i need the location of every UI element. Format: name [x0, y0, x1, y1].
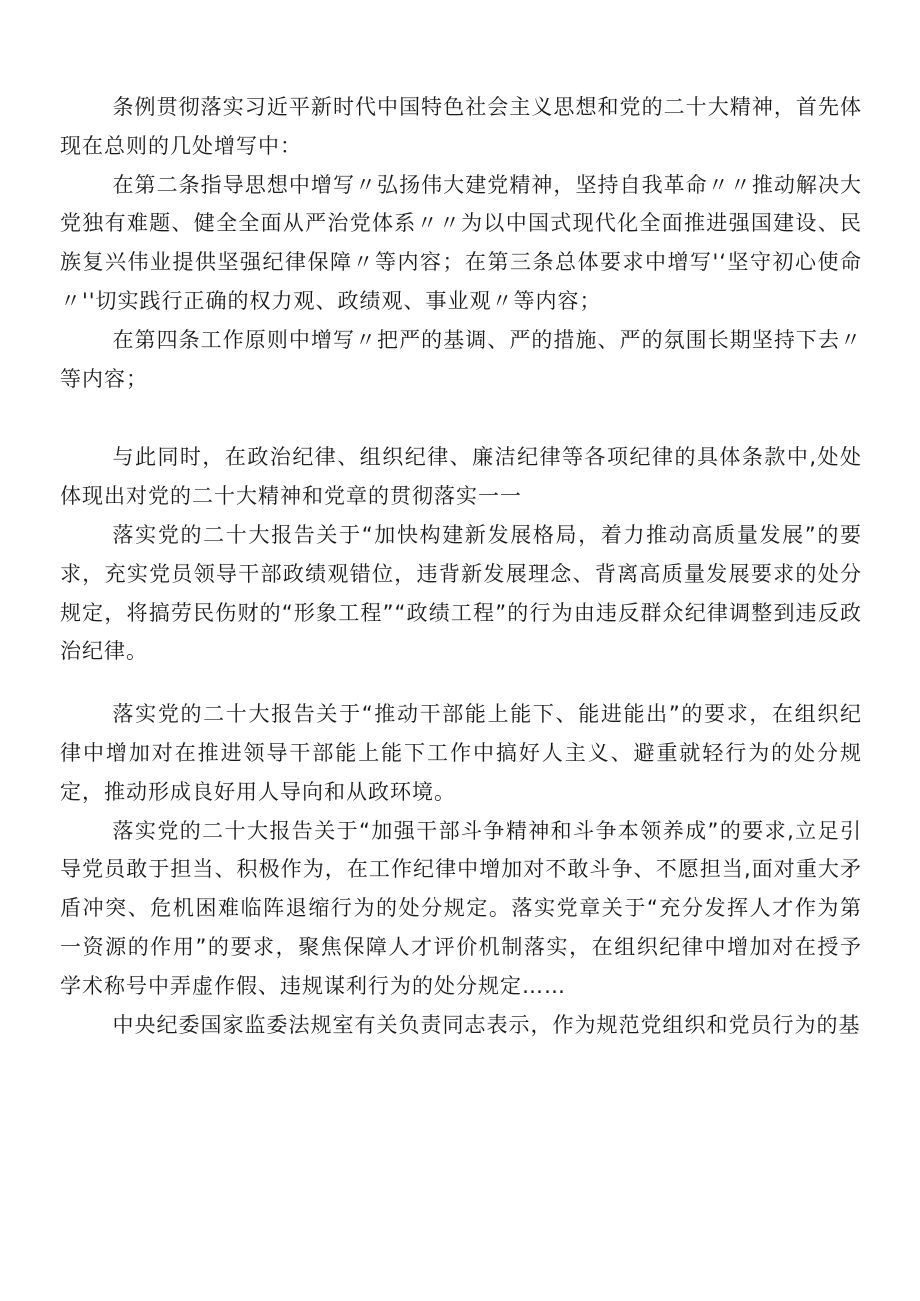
paragraph-article-two-three: 在第二条指导思想中增写〃弘扬伟大建党精神，坚持自我革命〃〃推动解决大党独有难题、健全全面从严治党体系〃〃为以中国式现代化全面推进强国建设、民族复兴伟业提供坚强纪律保障〃等内容；在第三条总体要求中增写'‘坚守初心使命〃''切实践行正确的权力观、政绩观、事业观〃等内容； [60, 172, 862, 313]
paragraph-struggle-spirit: 落实党的二十大报告关于“加强干部斗争精神和斗争本领养成”的要求,立足引导党员敢于担当、积极作为，在工作纪律中增加对不敢斗争、不愿担当,面对重大矛盾冲突、危机困难临阵退缩行为的处分规定。落实党章关于“充分发挥人才作为第一资源的作用”的要求，聚焦保障人才评价机制落实，在组织纪律中增加对在授予学术称号中弄虚作假、违规谋利行为的处分规定…… [60, 818, 862, 998]
paragraph-article-four: 在第四条工作原则中增写〃把严的基调、严的措施、严的氛围长期坚持下去〃等内容； [60, 327, 862, 391]
paragraph-specific-clauses-intro: 与此同时，在政治纪律、组织纪律、廉洁纪律等各项纪律的具体条款中,处处体现出对党的二十大精神和党章的贯彻落实一一 [60, 445, 862, 509]
paragraph-high-quality-development: 落实党的二十大报告关于“加快构建新发展格局，着力推动高质量发展”的要求，充实党员领导干部政绩观错位，违背新发展理念、背离高质量发展要求的处分规定，将搞劳民伤财的“形象工程”“政绩工程”的行为由违反群众纪律调整到违反政治纪律。 [60, 522, 862, 664]
paragraph-regulations-office-statement: 中央纪委国家监委法规室有关负责同志表示，作为规范党组织和党员行为的基 [112, 1012, 861, 1037]
paragraph-general-provisions-intro: 条例贯彻落实习近平新时代中国特色社会主义思想和党的二十大精神，首先体现在总则的几处增写中： [60, 95, 862, 158]
paragraph-cadre-promotion: 落实党的二十大报告关于“推动干部能上能下、能进能出”的要求，在组织纪律中增加对在推进领导干部能上能下工作中搞好人主义、避重就轻行为的处分规定，推动形成良好用人导向和从政环境。 [60, 702, 862, 804]
